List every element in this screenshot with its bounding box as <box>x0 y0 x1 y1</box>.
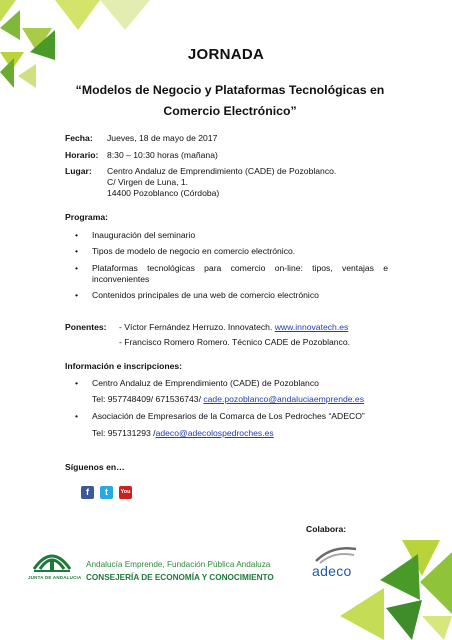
programa-label: Programa: <box>65 212 108 222</box>
innovatech-link[interactable]: www.innovatech.es <box>274 322 349 332</box>
info-org-1: • Centro Andaluz de Emprendimiento (CADE) de Pozoblanco <box>92 378 319 389</box>
twitter-icon[interactable]: t <box>100 486 113 499</box>
footer-line-2: CONSEJERÍA DE ECONOMÍA Y CONOCIMIENTO <box>86 573 274 582</box>
lugar-line-1: Centro Andaluz de Emprendimiento (CADE) de Pozoblanco. <box>107 166 337 176</box>
info-org-2-contact <box>92 428 274 439</box>
info-org-2: • Asociación de Empresarios de la Comarca de Los Pedroches “ADECO” <box>92 411 365 422</box>
facebook-icon[interactable]: f <box>81 486 94 499</box>
info-label: Información e inscripciones: <box>65 361 182 371</box>
junta-andalucia-logo-icon <box>30 547 74 573</box>
horario-value: 8:30 – 10:30 horas (mañana) <box>107 150 218 160</box>
fecha-value: Jueves, 18 de mayo de 2017 <box>107 133 218 143</box>
ponentes-label: Ponentes: <box>65 322 107 332</box>
follow-label: Síguenos en… <box>65 462 125 472</box>
programa-item: • Inauguración del seminario <box>92 230 195 241</box>
youtube-icon[interactable]: You <box>119 486 132 499</box>
org-1-tel: Tel: 957748409/ 671536743/ <box>92 394 201 404</box>
adeco-logo-icon <box>314 543 358 565</box>
event-subtitle: “Modelos de Negocio y Plataformas Tecnológicas en Comercio Electrónico” <box>75 83 385 118</box>
adeco-logo-text: adeco <box>312 563 352 579</box>
footer-line-1: Andalucía Emprende, Fundación Pública Andaluza <box>86 560 271 569</box>
programa-item: • Plataformas tecnológicas para comercio on-line: tipos, ventajas e inconvenientes <box>92 263 388 285</box>
page-title: JORNADA <box>187 46 265 63</box>
horario-label: Horario: <box>65 150 99 160</box>
adeco-email-link[interactable]: adeco@adecolospedroches.es <box>155 428 274 438</box>
ponente-2: - Francisco Romero Romero. Técnico CADE de Pozoblanco. <box>119 337 351 347</box>
programa-item: • Tipos de modelo de negocio en comercio electrónico. <box>92 246 295 257</box>
programa-item: • Contenidos principales de una web de comercio electrónico <box>92 290 319 301</box>
ponente-1-text: - Víctor Fernández Herruzo. Innovatech. <box>119 322 273 332</box>
lugar-label: Lugar: <box>65 166 92 176</box>
colabora-label: Colabora: <box>306 524 347 534</box>
fecha-label: Fecha: <box>65 133 93 143</box>
lugar-line-3: 14400 Pozoblanco (Córdoba) <box>107 188 220 198</box>
info-org-1-contact <box>92 394 364 405</box>
org-2-tel: Tel: 957131293 / <box>92 428 156 438</box>
junta-caption: JUNTA DE ANDALUCIA <box>28 575 82 580</box>
cade-email-link[interactable]: cade.pozoblanco@andaluciaemprende.es <box>203 394 365 404</box>
ponente-1 <box>119 322 348 333</box>
lugar-line-2: C/ Virgen de Luna, 1. <box>107 177 189 187</box>
